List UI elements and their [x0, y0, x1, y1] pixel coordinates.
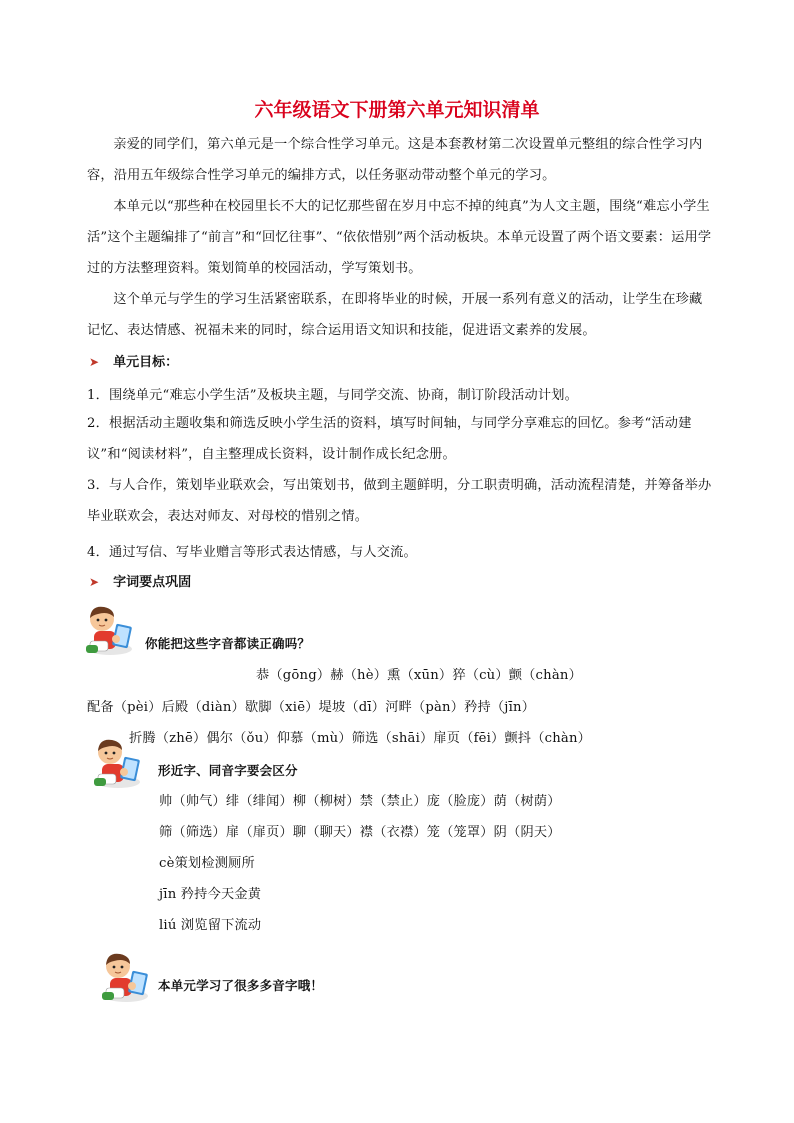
homophone-line-ce: cè策划检测厕所 [159, 856, 255, 871]
similar-chars-line-2: 筛（筛选）扉（扉页）聊（聊天）襟（衣襟）笼（笼罩）阴（阴天） [159, 825, 561, 840]
triangle-right-icon: ➤ [89, 575, 100, 589]
section-heading-label: 字词要点巩固 [113, 575, 192, 590]
triangle-right-icon: ➤ [89, 355, 100, 369]
section-heading-goals [89, 351, 178, 370]
reading-boy-icon [96, 952, 158, 1006]
reading-boy-icon [88, 738, 150, 792]
section-heading-words [89, 571, 191, 590]
goal-item-4: 4．通过写信、写毕业赠言等形式表达情感，与人交流。 [87, 545, 417, 560]
intro-paragraph-1: 亲爱的同学们，第六单元是一个综合性学习单元。这是本套教材第二次设置单元整组的综合性学习内容，沿用五年级综合性学习单元的编排方式，以任务驱动带动整个单元的学习。 [87, 137, 703, 183]
reading-boy-icon [80, 605, 142, 659]
goal-item-3: 3．与人合作，策划毕业联欢会，写出策划书，做到主题鲜明，分工职责明确，活动流程清楚，并筹备举办毕业联欢会，表达对师友、对母校的惜别之情。 [87, 478, 712, 524]
homophone-line-liu: liú 浏览留下流动 [159, 918, 262, 933]
section-heading-label: 单元目标： [113, 355, 179, 370]
pinyin-line-3: 折腾（zhē）偶尔（ǒu）仰慕（mù）筛选（shāi）扉页（fēi）颤抖（chàn） [129, 731, 592, 746]
intro-paragraph-2: 本单元以“那些种在校园里长不大的记忆那些留在岁月中忘不掉的纯真”为人文主题，围绕“难忘小学生活”这个主题编排了“前言”和“回忆往事”、“依依惜别”两个活动板块。本单元设置了两个语文要素：运用学过的方法整理资料。策划简单的校园活动，学写策划书。 [87, 199, 712, 276]
intro-paragraph-3: 这个单元与学生的学习生活紧密联系，在即将毕业的时候，开展一系列有意义的活动，让学生在珍藏记忆、表达情感、祝福未来的同时，综合运用语文知识和技能，促进语文素养的发展。 [87, 292, 703, 338]
goal-item-1: 1．围绕单元“难忘小学生活”及板块主题，与同学交流、协商，制订阶段活动计划。 [87, 388, 579, 403]
pinyin-line-1: 恭（gōng）赫（hè）熏（xūn）猝（cù）颤（chàn） [256, 668, 582, 683]
goal-item-2: 2．根据活动主题收集和筛选反映小学生活的资料，填写时间轴，与同学分享难忘的回忆。参考“活动建议”和“阅读材料”，自主整理成长资料，设计制作成长纪念册。 [87, 416, 692, 462]
similar-chars-line-1: 帅（帅气）绯（绯闻）柳（柳树）禁（禁止）庞（脸庞）荫（树荫） [159, 794, 561, 809]
page-title: 六年级语文下册第六单元知识清单 [254, 99, 540, 121]
pinyin-line-2: 配备（pèi）后殿（diàn）歇脚（xiē）堤坡（dī）河畔（pàn）矜持（jīn） [87, 700, 536, 715]
prompt-read-correctly: 你能把这些字音都读正确吗？ [145, 636, 311, 651]
prompt-similar-characters: 形近字、同音字要会区分 [158, 763, 298, 778]
homophone-line-jin: jīn 矜持今天金黄 [159, 887, 262, 902]
prompt-polyphonic-characters: 本单元学习了很多多音字哦！ [158, 978, 324, 993]
